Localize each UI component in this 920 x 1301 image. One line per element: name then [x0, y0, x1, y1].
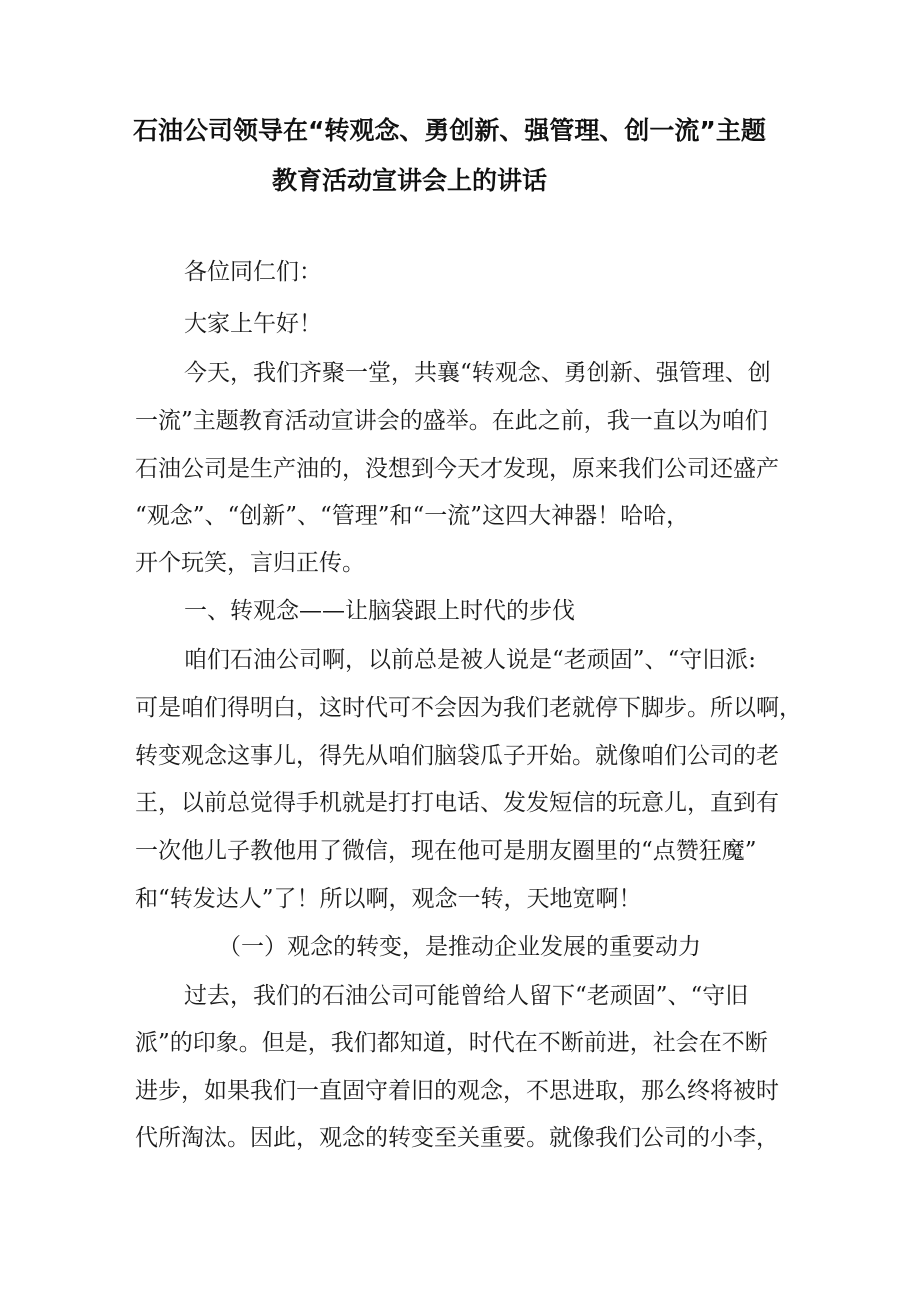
section-line: 一次他儿子教他用了微信，现在他可是朋友圈里的“点赞狂魔” [135, 838, 757, 864]
section-line: 王，以前总觉得手机就是打打电话、发发短信的玩意儿，直到有 [135, 790, 779, 816]
intro-line: 石油公司是生产油的，没想到今天才发现，原来我们公司还盛产 [135, 456, 779, 482]
subsection-line: 代所淘汰。因此，观念的转变至关重要。就像我们公司的小李， [135, 1125, 779, 1151]
greeting: 大家上午好！ [184, 311, 322, 337]
subsection-line: 过去，我们的石油公司可能曾给人留下“老顽固”、“守旧 [184, 983, 749, 1009]
document-title-line-1: 石油公司领导在“转观念、勇创新、强管理、创一流”主题 [133, 116, 766, 145]
subsection-line: 派”的印象。但是，我们都知道，时代在不断前进，社会在不断 [135, 1030, 768, 1056]
intro-line: 今天，我们齐聚一堂，共襄“转观念、勇创新、强管理、创 [184, 360, 771, 386]
intro-line: 开个玩笑，言归正传。 [135, 550, 365, 576]
section-line: 可是咱们得明白，这时代可不会因为我们老就停下脚步。所以啊， [135, 695, 802, 721]
section-line: 咱们石油公司啊，以前总是被人说是“老顽固”、“守旧派: [184, 647, 757, 673]
subsection-heading: （一）观念的转变，是推动企业发展的重要动力 [218, 934, 701, 960]
salutation: 各位同仁们： [184, 259, 322, 285]
section-line: 转变观念这事儿，得先从咱们脑袋瓜子开始。就像咱们公司的老 [135, 743, 779, 769]
document-title-line-2: 教育活动宣讲会上的讲话 [272, 166, 548, 195]
intro-line: 一流”主题教育活动宣讲会的盛举。在此之前，我一直以为咱们 [135, 408, 768, 434]
section-heading: 一、转观念——让脑袋跟上时代的步伐 [184, 598, 575, 624]
intro-line: “观念”、“创新”、“管理”和“一流”这四大神器！哈哈， [135, 503, 690, 529]
subsection-line: 进步，如果我们一直固守着旧的观念，不思进取，那么终将被时 [135, 1078, 779, 1104]
section-line: 和“转发达人”了！所以啊，观念一转，天地宽啊！ [135, 886, 642, 912]
